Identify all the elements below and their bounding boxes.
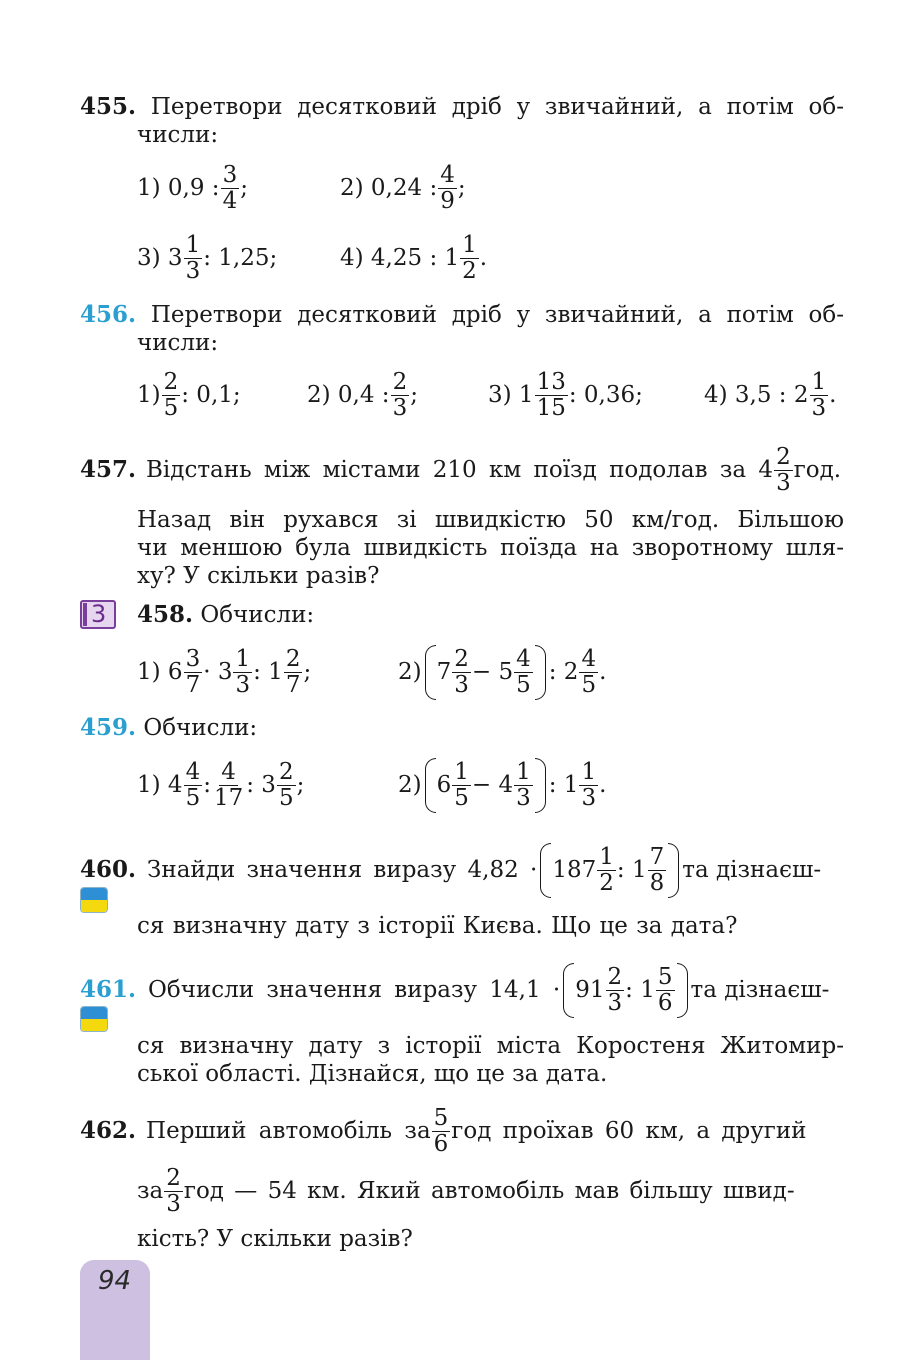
- math-text: 1: [516, 758, 531, 785]
- math-text: 2: [166, 1164, 181, 1191]
- task-456-expr-4: [704, 365, 836, 425]
- math-text: 4) 3,5 : 2: [704, 382, 809, 408]
- task-456-line-1: [80, 301, 844, 329]
- fraction: [514, 760, 533, 811]
- task-number-455: 455.: [80, 93, 137, 120]
- page-number: 94: [98, 1266, 132, 1296]
- math-text: 3: [235, 671, 251, 698]
- math-text: 4: [581, 645, 597, 672]
- math-text: 5: [185, 784, 201, 811]
- math-text: ;: [296, 772, 305, 798]
- fraction: [535, 370, 568, 421]
- task-458-expr-1: [137, 642, 311, 702]
- math-text: 1: [235, 645, 251, 672]
- math-text: 6: [433, 1130, 449, 1157]
- page-number-tab: [80, 1260, 150, 1360]
- math-text: 2: [599, 869, 614, 896]
- math-text: ;: [457, 175, 466, 201]
- math-text: 1: [811, 368, 827, 395]
- fraction: [184, 647, 203, 698]
- math-text: : 0,1;: [181, 382, 241, 408]
- fraction: [221, 163, 240, 214]
- task-459-expr-1: [137, 755, 304, 815]
- fraction: [164, 1166, 183, 1217]
- math-text: год — 54 км. Який автомобіль мав більшу швид-: [183, 1178, 795, 1204]
- task-457-text: Відстань між містами 210 км поїзд подолав за 4: [146, 457, 774, 483]
- math-text: 3: [91, 600, 107, 628]
- math-text: .: [599, 659, 607, 685]
- math-text: 4: [221, 758, 236, 785]
- math-text: 4: [440, 161, 455, 188]
- math-text: 5: [657, 963, 673, 990]
- task-455-expr-3: [137, 228, 277, 288]
- math-text: 6: [436, 772, 452, 798]
- math-text: 1: [462, 231, 477, 258]
- math-text: Обчисли значення виразу 14,1 ·: [148, 977, 561, 1003]
- task-455-expr-2: [340, 158, 466, 218]
- math-text: 8: [649, 869, 665, 896]
- task-number-462: 462.: [80, 1117, 137, 1144]
- task-461-line-1: [80, 960, 829, 1020]
- math-text: 3) 1: [488, 382, 534, 408]
- math-text: 1) 0,9 :: [137, 175, 220, 201]
- math-text: 3: [392, 394, 408, 421]
- fraction: [452, 647, 471, 698]
- task-459-expr-2: [398, 755, 606, 815]
- math-text: Обчисли:: [143, 715, 258, 741]
- math-text: 6: [657, 989, 673, 1016]
- task-455-text: Перетвори десятковий дріб у звичайний, а потім об-: [150, 94, 844, 120]
- math-text: 5: [278, 784, 294, 811]
- task-455-line-1: [80, 93, 844, 121]
- math-text: − 5: [471, 659, 514, 685]
- task-460-line-1: [80, 840, 821, 900]
- task-457-line-1: [80, 440, 841, 500]
- fraction: [432, 1106, 451, 1157]
- ukraine-flag-icon: [80, 1006, 108, 1032]
- task-number-459: 459.: [80, 714, 137, 741]
- task-457-line-2: Назад він рухався зі швидкістю 50 км/год. Більшою: [137, 507, 844, 533]
- task-455-expr-4: [340, 228, 487, 288]
- task-455-expr-1: [137, 158, 248, 218]
- math-text: 7: [649, 843, 665, 870]
- fraction: [184, 233, 203, 284]
- math-text: Знайди значення виразу 4,82 ·: [147, 857, 538, 883]
- math-text: 13: [536, 368, 566, 395]
- fraction: [162, 370, 181, 421]
- task-461-line-3: ської області. Дізнайся, що це за дата.: [137, 1061, 608, 1087]
- fraction: [460, 233, 479, 284]
- task-456-line-2: числи:: [137, 330, 219, 356]
- fraction: [277, 760, 296, 811]
- task-456-expr-3: [488, 365, 643, 425]
- math-text: 2): [398, 772, 422, 798]
- fraction: [810, 370, 829, 421]
- math-text: 7: [285, 671, 301, 698]
- task-457-line-3: чи меншою була швидкість поїзда на зворотному шля-: [137, 535, 844, 561]
- math-text: ;: [410, 382, 418, 408]
- math-text: : 2: [548, 659, 579, 685]
- math-text: Обчисли:: [200, 602, 315, 628]
- math-text: та дізнаєш-: [690, 977, 830, 1003]
- math-text: 1: [599, 843, 614, 870]
- math-text: 1) 6: [137, 659, 183, 685]
- math-text: 1): [137, 382, 161, 408]
- math-text: год.: [793, 457, 842, 483]
- math-text: 187: [552, 857, 597, 883]
- math-text: − 4: [471, 772, 514, 798]
- fraction: [438, 163, 457, 214]
- math-text: 1: [185, 231, 201, 258]
- math-text: : 1: [253, 659, 283, 685]
- math-text: год проїхав 60 км, а другий: [451, 1118, 807, 1144]
- math-text: 17: [213, 784, 244, 811]
- math-text: 5: [454, 784, 469, 811]
- math-text: 3) 3: [137, 245, 183, 271]
- parentheses: [563, 965, 687, 1016]
- fraction: [606, 965, 625, 1016]
- fraction: [514, 647, 533, 698]
- math-text: 3: [811, 394, 827, 421]
- math-text: : 1: [548, 772, 579, 798]
- math-text: 3: [166, 1190, 181, 1217]
- math-text: 7: [185, 671, 201, 698]
- math-text: та дізнаєш-: [682, 857, 822, 883]
- fraction: [233, 647, 252, 698]
- fraction: [597, 845, 616, 896]
- math-text: 2: [454, 645, 469, 672]
- math-text: 4: [222, 187, 238, 214]
- fraction: [648, 845, 667, 896]
- math-text: 9: [440, 187, 455, 214]
- math-text: : 1: [616, 857, 647, 883]
- math-text: 3: [607, 989, 623, 1016]
- parentheses: [425, 647, 546, 698]
- math-text: 2): [398, 659, 422, 685]
- math-text: : 3: [246, 772, 276, 798]
- task-458-line-1: [137, 601, 314, 629]
- fraction: [774, 445, 793, 496]
- math-text: Перший автомобіль за: [146, 1118, 431, 1144]
- math-text: 5: [163, 394, 179, 421]
- task-number-457: 457.: [80, 456, 137, 483]
- math-text: 2: [163, 368, 179, 395]
- math-text: 3: [581, 784, 597, 811]
- fraction: [579, 647, 598, 698]
- parentheses: [540, 845, 679, 896]
- math-text: 2) 0,4 :: [307, 382, 390, 408]
- math-text: 7: [436, 659, 452, 685]
- math-text: 3: [454, 671, 469, 698]
- task-459-line-1: [80, 714, 257, 742]
- task-458-expr-2: [398, 642, 606, 702]
- math-text: 2: [776, 443, 791, 470]
- math-text: 5: [581, 671, 597, 698]
- math-text: 3: [516, 784, 531, 811]
- math-text: 5: [516, 671, 531, 698]
- fraction: [656, 965, 675, 1016]
- math-text: : 0,36;: [568, 382, 643, 408]
- math-text: 15: [536, 394, 566, 421]
- fraction: [579, 760, 598, 811]
- task-457-line-4: ху? У скільки разів?: [137, 563, 380, 589]
- math-text: 1) 4: [137, 772, 183, 798]
- fraction: [184, 760, 203, 811]
- task-462-line-1: [80, 1101, 806, 1161]
- fraction: [391, 370, 410, 421]
- task-462-line-2: [137, 1161, 795, 1221]
- task-456-expr-1: [137, 365, 241, 425]
- math-text: 3: [222, 161, 238, 188]
- math-text: :: [203, 772, 211, 798]
- math-text: 2) 0,24 :: [340, 175, 438, 201]
- math-text: 1: [454, 758, 469, 785]
- task-462-line-3: кість? У скільки разів?: [137, 1226, 413, 1252]
- task-461-line-2: ся визначну дату з історії міста Коростеня Житомир-: [137, 1033, 844, 1059]
- math-text: 2: [392, 368, 408, 395]
- math-text: .: [829, 382, 837, 408]
- ukraine-flag-icon: [80, 887, 108, 913]
- math-text: 4: [185, 758, 201, 785]
- task-number-461: 461.: [80, 976, 137, 1003]
- math-text: за: [137, 1178, 164, 1204]
- math-text: 3: [185, 645, 201, 672]
- task-number-456: 456.: [80, 301, 137, 328]
- math-text: : 1: [625, 977, 655, 1003]
- math-text: 4: [516, 645, 531, 672]
- math-text: 3: [185, 257, 201, 284]
- math-text: ;: [303, 659, 312, 685]
- math-text: .: [599, 772, 607, 798]
- fraction: [212, 760, 245, 811]
- math-text: 91: [575, 977, 605, 1003]
- parentheses: [425, 760, 546, 811]
- task-456-expr-2: [307, 365, 418, 425]
- math-text: 3: [776, 469, 791, 496]
- math-text: 1: [581, 758, 597, 785]
- math-text: 2: [607, 963, 623, 990]
- task-460-line-2: ся визначну дату з історії Києва. Що це за дата?: [137, 913, 738, 939]
- math-text: 2: [462, 257, 477, 284]
- math-text: 2: [285, 645, 301, 672]
- task-455-line-2: числи:: [137, 122, 219, 148]
- math-text: · 3: [203, 659, 233, 685]
- math-text: : 1,25;: [203, 245, 278, 271]
- level-3-badge: [80, 600, 116, 629]
- math-text: 4) 4,25 : 1: [340, 245, 460, 271]
- fraction: [452, 760, 471, 811]
- math-text: ;: [240, 175, 248, 201]
- task-456-text: Перетвори десятковий дріб у звичайний, а потім об-: [150, 302, 844, 328]
- math-text: .: [479, 245, 488, 271]
- math-text: 5: [433, 1104, 449, 1131]
- fraction: [284, 647, 303, 698]
- math-text: 2: [278, 758, 294, 785]
- task-number-460: 460.: [80, 856, 137, 883]
- task-number-458: 458.: [137, 601, 194, 628]
